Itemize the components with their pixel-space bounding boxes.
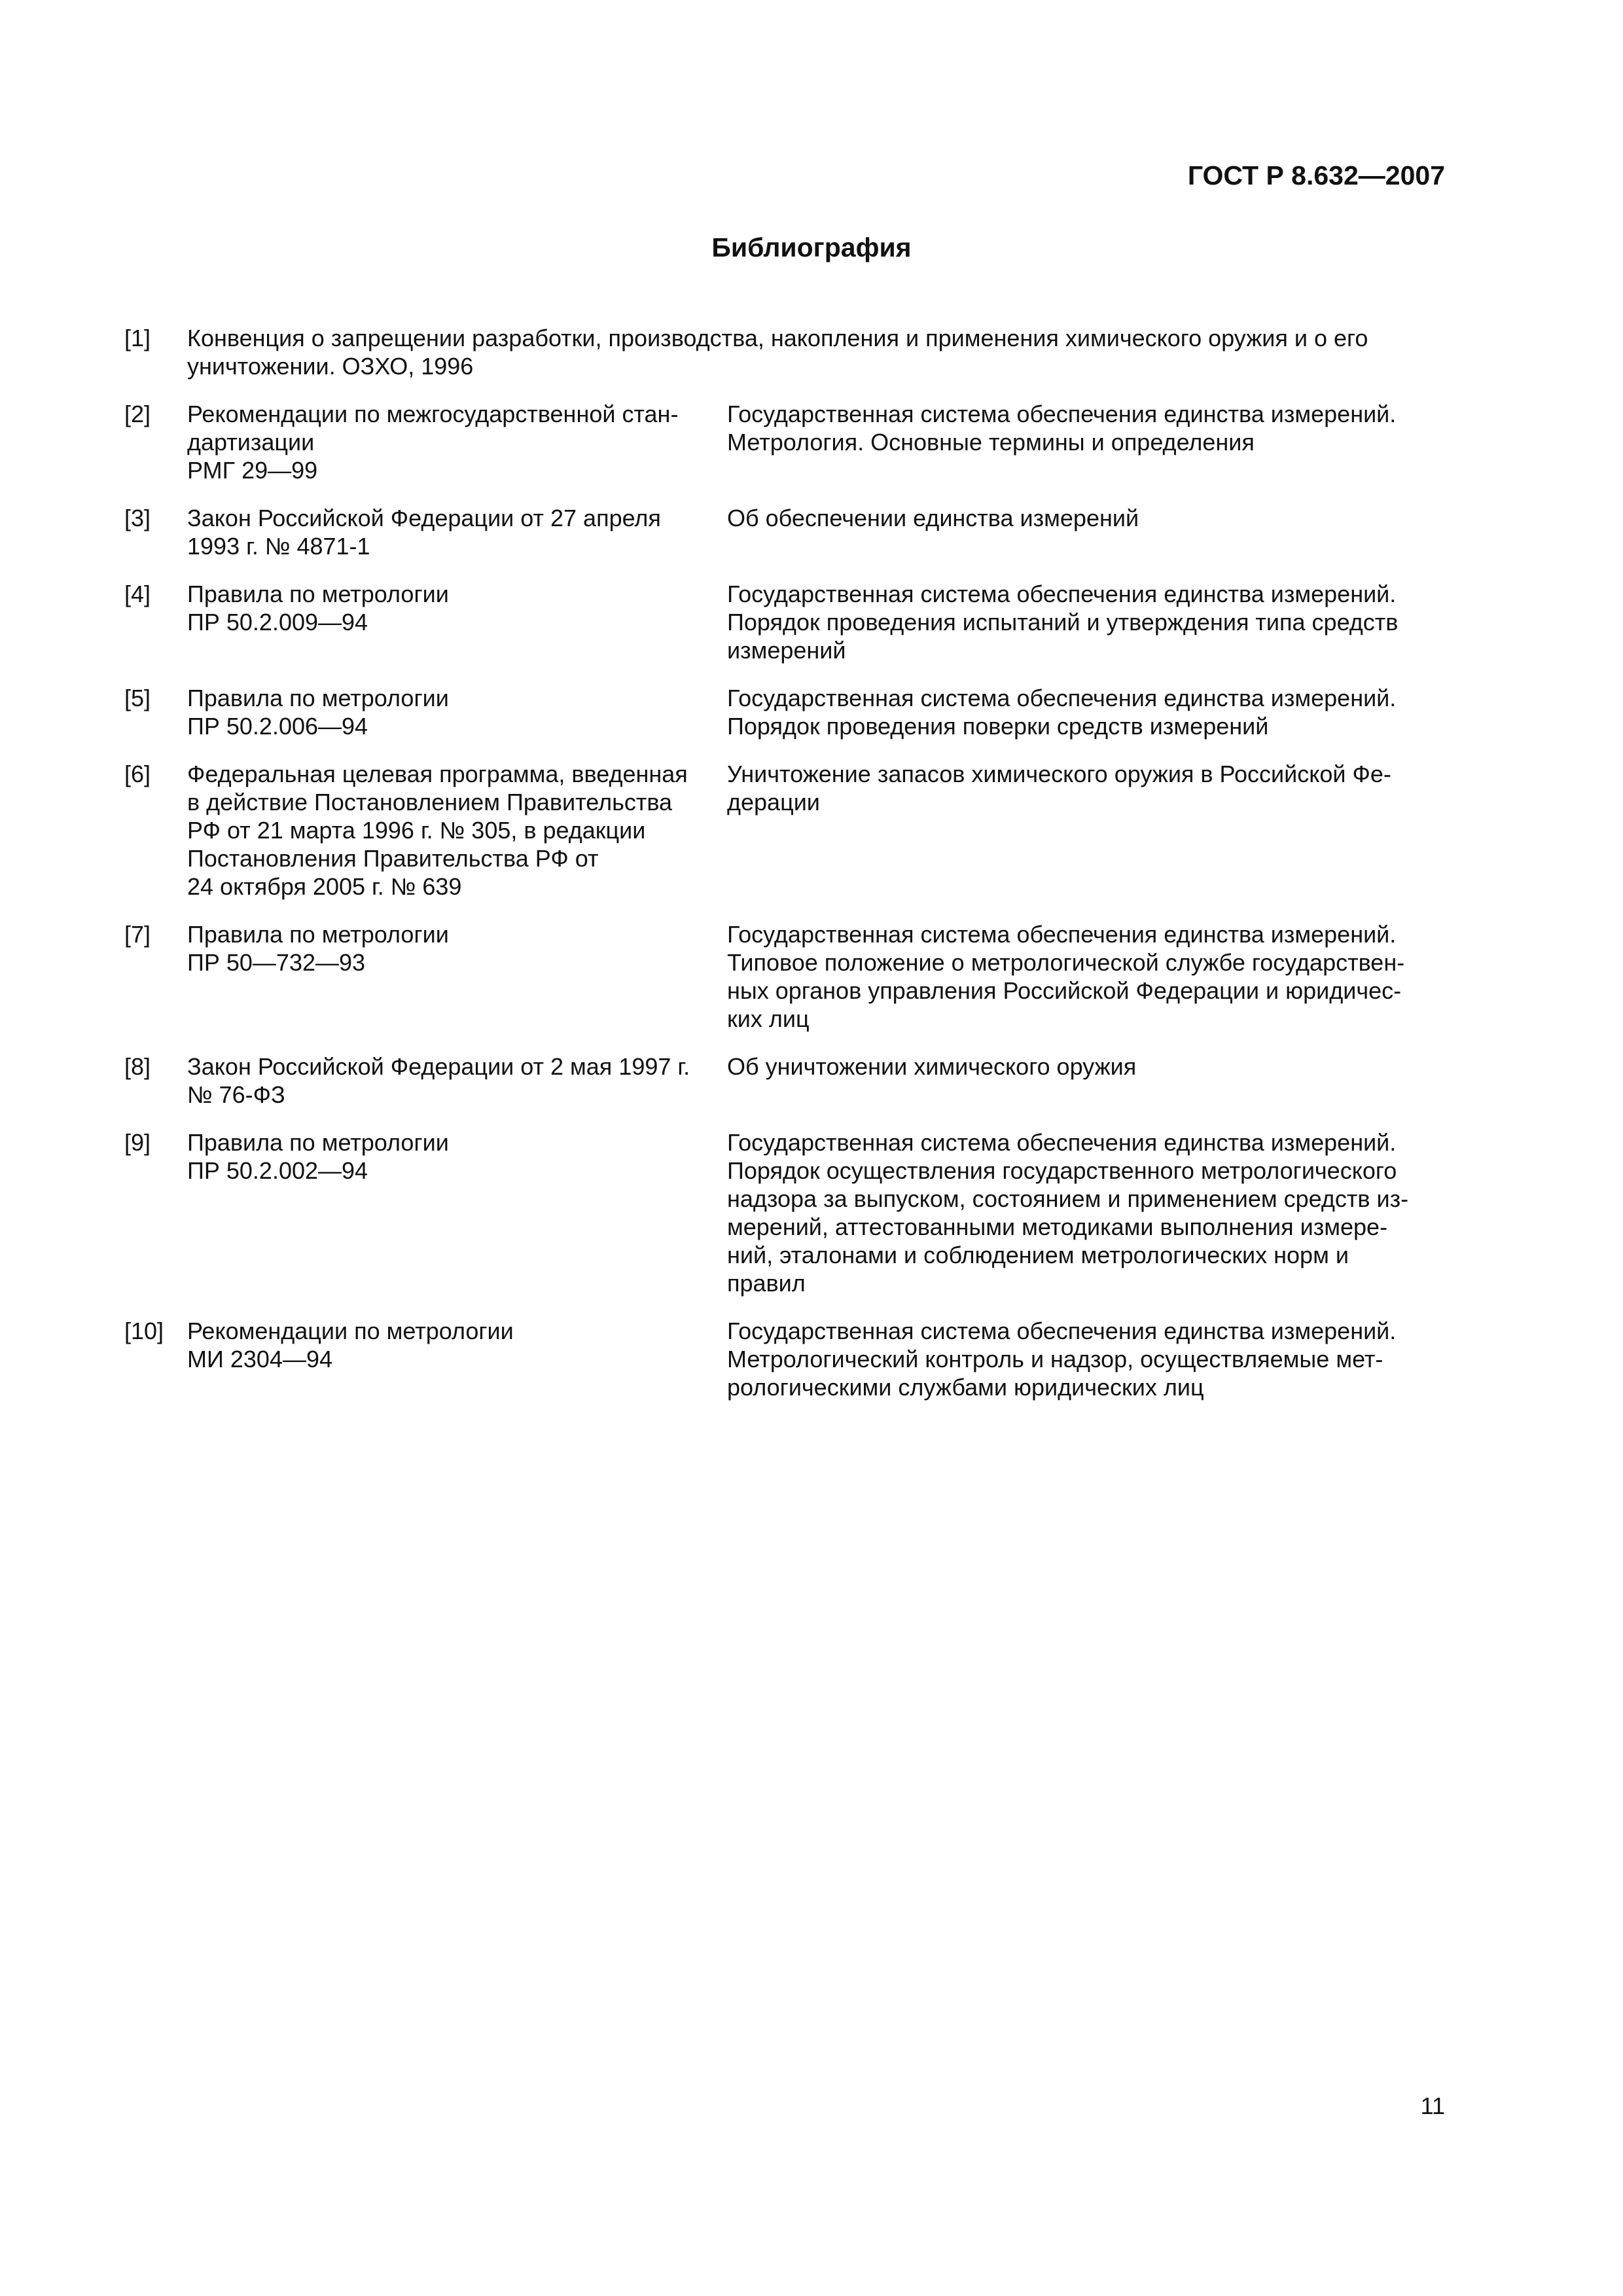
entry-number: [9] [124, 1129, 151, 1156]
standard-code: ГОСТ Р 8.632—2007 [1187, 160, 1445, 190]
entry-title [727, 1052, 1445, 1081]
entry-title-line: правил [727, 1270, 806, 1297]
entry-source-line: ПР 50.2.006—94 [187, 713, 368, 740]
entry-source-line: Федеральная целевая программа, введенная [187, 761, 688, 787]
entry-source [187, 1128, 713, 1185]
entry-source [187, 504, 713, 560]
entry-title-line: мерений, аттестованными методиками выполнения измере- [727, 1213, 1388, 1240]
entry-source-line: Рекомендации по межгосударственной стан- [187, 401, 679, 427]
entry-source-line: Правила по метрологии [187, 921, 449, 948]
entry-title-line: Государственная система обеспечения единства измерений. [727, 685, 1397, 711]
entry-title-line: Типовое положение о метрологической службе государствен- [727, 949, 1405, 976]
entry-number: [10] [124, 1318, 164, 1344]
entry-source-line: Правила по метрологии [187, 685, 449, 711]
entry-title-line: Государственная система обеспечения единства измерений. [727, 921, 1397, 948]
entry-title-line: Порядок проведения испытаний и утверждения типа средств [727, 609, 1399, 636]
entry-title [727, 580, 1445, 664]
entry-number: [1] [124, 325, 151, 351]
entry-source-line: Рекомендации по метрологии [187, 1318, 514, 1344]
bibliography-list [124, 324, 1445, 1421]
entry-source-line: Закон Российской Федерации от 2 мая 1997 г. [187, 1053, 690, 1080]
bibliography-entry [124, 920, 1445, 1033]
entry-title [727, 920, 1445, 1033]
entry-source-line: Правила по метрологии [187, 1129, 449, 1156]
bibliography-entry [124, 1317, 1445, 1401]
entry-full-text [187, 324, 1445, 380]
entry-source [187, 920, 713, 977]
entry-title-line: Порядок проведения поверки средств измерений [727, 713, 1269, 740]
page-title: Библиография [711, 232, 912, 262]
entry-source-line: ПР 50—732—93 [187, 949, 366, 976]
entry-source [187, 760, 713, 901]
entry-number: [8] [124, 1053, 151, 1080]
entry-title-line: Государственная система обеспечения единства измерений. [727, 1129, 1397, 1156]
entry-title-line: Метрология. Основные термины и определения [727, 429, 1255, 456]
entry-title-line: ний, эталонами и соблюдением метрологических норм и [727, 1242, 1349, 1268]
entry-source-line: РМГ 29—99 [187, 457, 318, 484]
bibliography-entry [124, 580, 1445, 664]
bibliography-entry [124, 400, 1445, 484]
entry-title [727, 400, 1445, 456]
entry-title [727, 1128, 1445, 1297]
bibliography-entry [124, 324, 1445, 380]
bibliography-entry [124, 760, 1445, 901]
entry-title-line: ких лиц [727, 1005, 810, 1032]
entry-source-line: МИ 2304—94 [187, 1346, 332, 1372]
entry-source [187, 580, 713, 636]
entry-number: [4] [124, 581, 151, 607]
entry-title-line: Порядок осуществления государственного метрологического [727, 1157, 1397, 1184]
entry-title-line: Метрологический контроль и надзор, осуществляемые мет- [727, 1346, 1383, 1372]
entry-source-line: Правила по метрологии [187, 581, 449, 607]
entry-source-line: 1993 г. № 4871-1 [187, 533, 370, 560]
bibliography-entry [124, 504, 1445, 560]
entry-title [727, 504, 1445, 532]
entry-source-line: ПР 50.2.009—94 [187, 609, 368, 636]
entry-title-line: дерации [727, 789, 820, 816]
entry-source-line: РФ от 21 марта 1996 г. № 305, в редакции [187, 817, 646, 844]
entry-title-line: Об уничтожении химического оружия [727, 1053, 1137, 1080]
entry-number: [5] [124, 685, 151, 711]
entry-title-line: ных органов управления Российской Федерации и юридичес- [727, 977, 1402, 1004]
entry-title [727, 760, 1445, 816]
entry-source [187, 1317, 713, 1373]
entry-number: [3] [124, 505, 151, 531]
bibliography-entry [124, 1052, 1445, 1109]
entry-source-line: Закон Российской Федерации от 27 апреля [187, 505, 661, 531]
entry-source-line: дартизации [187, 429, 315, 456]
entry-title-line: Об обеспечении единства измерений [727, 505, 1139, 531]
entry-source [187, 1052, 713, 1109]
entry-source-line: ПР 50.2.002—94 [187, 1157, 368, 1184]
entry-number: [7] [124, 921, 151, 948]
entry-number: [6] [124, 761, 151, 787]
entry-title-line: надзора за выпуском, состоянием и применением средств из- [727, 1185, 1409, 1212]
entry-source-line: 24 октября 2005 г. № 639 [187, 873, 462, 900]
entry-source [187, 684, 713, 740]
entry-source-line: в действие Постановлением Правительства [187, 789, 673, 816]
entry-title [727, 1317, 1445, 1401]
entry-title-line: Государственная система обеспечения единства измерений. [727, 1318, 1397, 1344]
entry-title-line: Уничтожение запасов химического оружия в Российской Фе- [727, 761, 1391, 787]
entry-title-line: измерений [727, 637, 846, 664]
entry-title-line: рологическими службами юридических лиц [727, 1374, 1204, 1401]
entry-source [187, 400, 713, 484]
entry-full-text-line: уничтожении. ОЗХО, 1996 [187, 353, 474, 380]
entry-source-line: № 76-ФЗ [187, 1081, 285, 1108]
bibliography-entry [124, 684, 1445, 740]
entry-title-line: Государственная система обеспечения единства измерений. [727, 401, 1397, 427]
entry-title [727, 684, 1445, 740]
entry-number: [2] [124, 401, 151, 427]
entry-full-text-line: Конвенция о запрещении разработки, производства, накопления и применения химического оружия и о его [187, 325, 1368, 351]
entry-title-line: Государственная система обеспечения единства измерений. [727, 581, 1397, 607]
page-number: 11 [1420, 2092, 1445, 2119]
bibliography-entry [124, 1128, 1445, 1297]
entry-source-line: Постановления Правительства РФ от [187, 845, 599, 872]
